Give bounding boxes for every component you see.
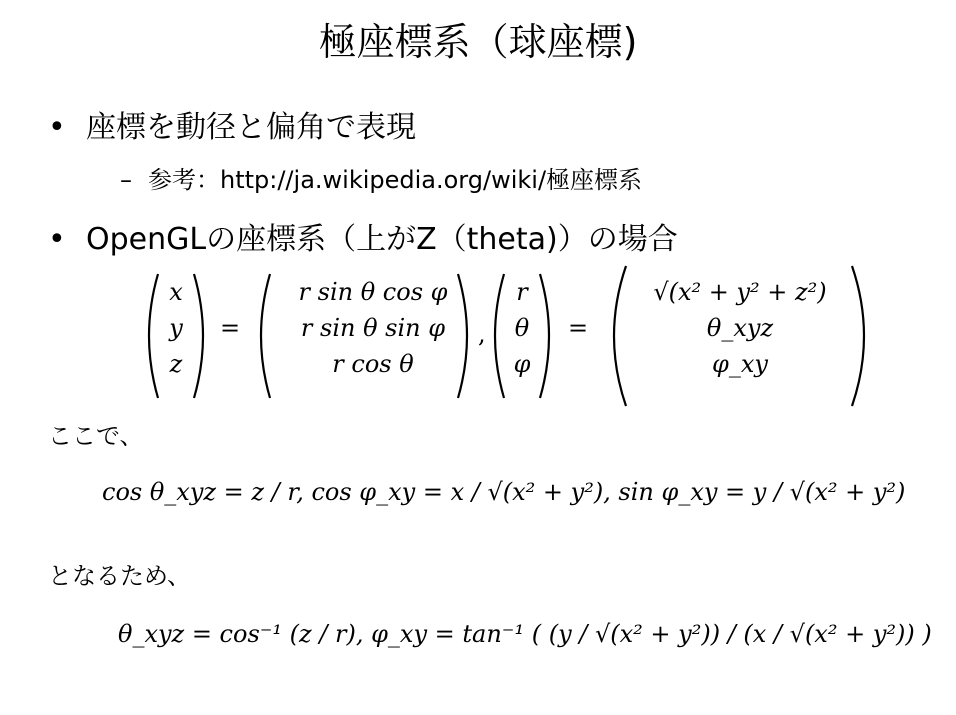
- paren-right: [852, 266, 864, 406]
- paren-right: [540, 274, 549, 398]
- vec-phi: φ: [513, 350, 531, 378]
- bullet-2: [48, 220, 678, 260]
- equation-cos-sin: [102, 456, 922, 538]
- equation-2-text: cos θ_xyz = z / r, cos φ_xy = x / √(x² + y²), sin φ_xy = y / √(x² + y²): [102, 478, 906, 506]
- equation-3-text: θ_xyz = cos⁻¹ (z / r), φ_xy = tan⁻¹ ( (y / √(x² + y²)) / (x / √(x² + y²)) ): [118, 620, 932, 648]
- paren-left: [495, 274, 504, 398]
- equals-sign: =: [568, 314, 589, 342]
- sub-bullet: [120, 164, 642, 196]
- bullet-1-text: 座標を動径と偏角で表現: [86, 110, 416, 145]
- vec-result-2: θ_xyz: [706, 314, 774, 342]
- paren-left: [261, 274, 270, 398]
- vec-x: x: [169, 278, 183, 306]
- equation-vectors: [140, 266, 880, 406]
- equation-angles-svg: [118, 592, 932, 692]
- vec-result-3: φ_xy: [712, 350, 768, 378]
- bullet-1: [48, 108, 416, 148]
- sub-bullet-marker: –: [120, 166, 132, 194]
- vec-spherical-1: r sin θ cos φ: [298, 278, 448, 306]
- bullet-marker: •: [48, 222, 66, 257]
- bullet-2-text: OpenGLの座標系（上がZ（theta)）の場合: [86, 222, 678, 257]
- vec-spherical-3: r cos θ: [332, 350, 414, 378]
- paren-left: [614, 266, 626, 406]
- vec-theta: θ: [514, 314, 530, 342]
- vec-result-1: √(x² + y² + z²): [653, 278, 827, 306]
- equation-angles: [118, 592, 932, 692]
- paren-right: [194, 274, 203, 398]
- vec-spherical-2: r sin θ sin φ: [300, 314, 446, 342]
- therefore-text: となるため、: [48, 562, 192, 590]
- vec-y: y: [169, 314, 183, 342]
- vec-r: r: [516, 278, 528, 306]
- here-text: ここで、: [48, 422, 144, 450]
- bullet-marker: •: [48, 110, 66, 145]
- paren-left: [149, 274, 158, 398]
- equation-cos-sin-svg: [102, 456, 922, 538]
- comma: ,: [478, 320, 486, 348]
- equation-vectors-svg: [140, 266, 880, 406]
- paren-right: [458, 274, 467, 398]
- vec-z: z: [169, 350, 183, 378]
- reference-link-text: 参考：http://ja.wikipedia.org/wiki/極座標系: [148, 166, 643, 194]
- equals-sign: =: [220, 314, 241, 342]
- slide-title: 極座標系（球座標): [318, 20, 638, 64]
